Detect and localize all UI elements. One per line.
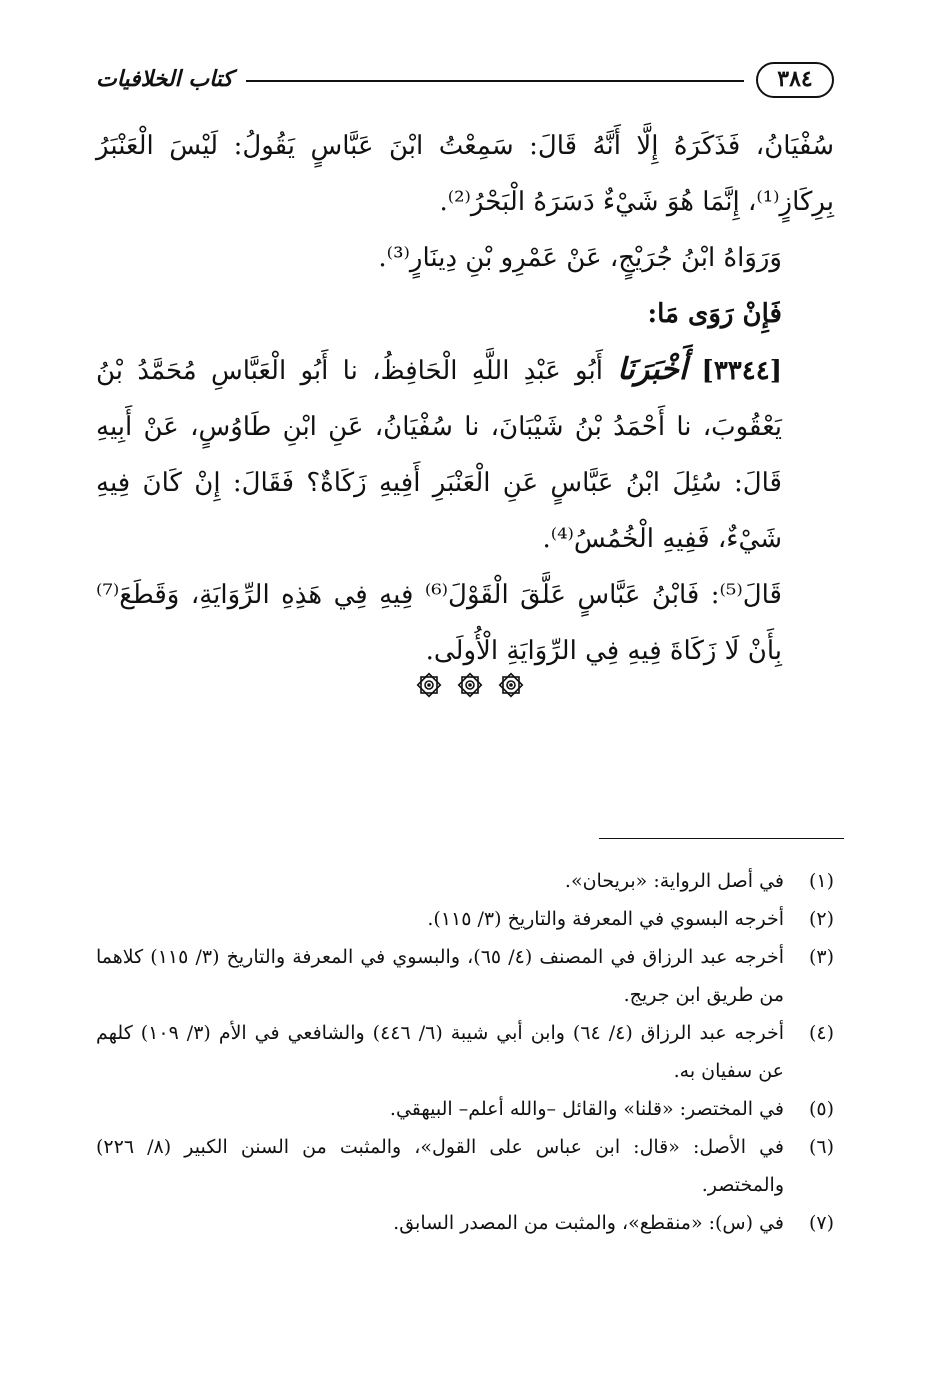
footnote — [96, 1128, 834, 1204]
footnote-number: (٧) — [808, 1212, 834, 1234]
footnote-number: (٢) — [808, 908, 834, 930]
section-ornaments — [0, 672, 940, 698]
footnote-text: في أصل الرواية: «بريحان». — [564, 870, 784, 892]
footnote-text: أخرجه عبد الرزاق (٤/ ٦٤) وابن أبي شيبة (٦/ ٤٤٦) والشافعي في الأم (٣/ ١٠٩) كلهم عن سفيان به. — [96, 1022, 784, 1082]
footnote-number: (٤) — [808, 1022, 834, 1044]
footnote-text: في المختصر: «قلنا» والقائل –والله أعلم– البيهقي. — [389, 1098, 784, 1120]
footnote-number: (٣) — [808, 946, 834, 968]
page-header — [96, 60, 834, 104]
footnote — [96, 1204, 834, 1242]
footnote-text: أخرجه البسوي في المعرفة والتاريخ (٣/ ١١٥). — [427, 908, 784, 930]
footnote — [96, 1090, 834, 1128]
book-title: كتاب الخلافيات — [96, 66, 233, 92]
footnote — [96, 938, 834, 1014]
footnote-text: في الأصل: «قال: ابن عباس على القول»، والمثبت من السنن الكبير (٨/ ٢٢٦) والمختصر. — [96, 1136, 784, 1196]
paragraph-2: وَرَوَاهُ ابْنُ جُرَيْجٍ، عَنْ عَمْرِو بْنِ دِينَارٍ⁽³⁾. — [378, 243, 782, 273]
footnote-divider — [599, 838, 844, 839]
star-ornament-icon — [498, 672, 524, 698]
section-heading: فَإِنْ رَوَى مَا: — [647, 299, 782, 329]
star-ornament-icon — [416, 672, 442, 698]
footnote-number: (٥) — [808, 1098, 834, 1120]
footnote — [96, 1014, 834, 1090]
star-ornament-icon — [457, 672, 483, 698]
footnote-number: (١) — [808, 870, 834, 892]
footnote — [96, 862, 834, 900]
hadith-number: [٣٣٤٤] — [701, 356, 782, 386]
akhbarana-word: أَخْبَرَنَا — [617, 352, 688, 387]
footnote-text: في (س): «منقطع»، والمثبت من المصدر السابق. — [393, 1212, 784, 1234]
paragraph-1: سُفْيَانُ، فَذَكَرَهُ إِلَّا أَنَّهُ قَالَ: سَمِعْتُ ابْنَ عَبَّاسٍ يَقُولُ: لَيْسَ الْعَنْبَرُ بِرِكَازٍ⁽¹⁾، إِنَّمَا هُوَ شَيْءٌ دَسَرَهُ الْبَحْرُ⁽²⁾. — [96, 131, 834, 217]
footnote-number: (٦) — [808, 1136, 834, 1158]
footnote — [96, 900, 834, 938]
footnote-text: أخرجه عبد الرزاق في المصنف (٤/ ٦٥)، والبسوي في المعرفة والتاريخ (٣/ ١١٥) كلاهما من طريق ابن جريج. — [96, 946, 784, 1006]
page-number: ٣٨٤ — [756, 62, 834, 98]
paragraph-4: قَالَ⁽⁵⁾: فَابْنُ عَبَّاسٍ عَلَّقَ الْقَوْلَ⁽⁶⁾ فِيهِ فِي هَذِهِ الرِّوَايَةِ، وَقَطَعَ⁽⁷⁾ بِأَنْ لَا زَكَاةَ فِيهِ فِي الرِّوَايَةِ الْأُولَى. — [96, 580, 782, 666]
hadith-text: أَبُو عَبْدِ اللَّهِ الْحَافِظُ، نا أَبُو الْعَبَّاسِ مُحَمَّدُ بْنُ يَعْقُوبَ، نا أَحْمَدُ بْنُ شَيْبَانَ، نا سُفْيَانُ، عَنِ ابْنِ طَاوُسٍ، عَنْ أَبِيهِ قَالَ: سُئِلَ ابْنُ عَبَّاسٍ عَنِ الْعَنْبَرِ أَفِيهِ زَكَاةٌ؟ فَقَالَ: إِنْ كَانَ فِيهِ شَيْءٌ، فَفِيهِ الْخُمُسُ⁽⁴⁾. — [96, 356, 782, 554]
footnotes — [96, 862, 834, 1242]
hadith-paragraph — [96, 342, 834, 567]
header-divider — [246, 80, 744, 82]
main-text — [96, 118, 834, 679]
